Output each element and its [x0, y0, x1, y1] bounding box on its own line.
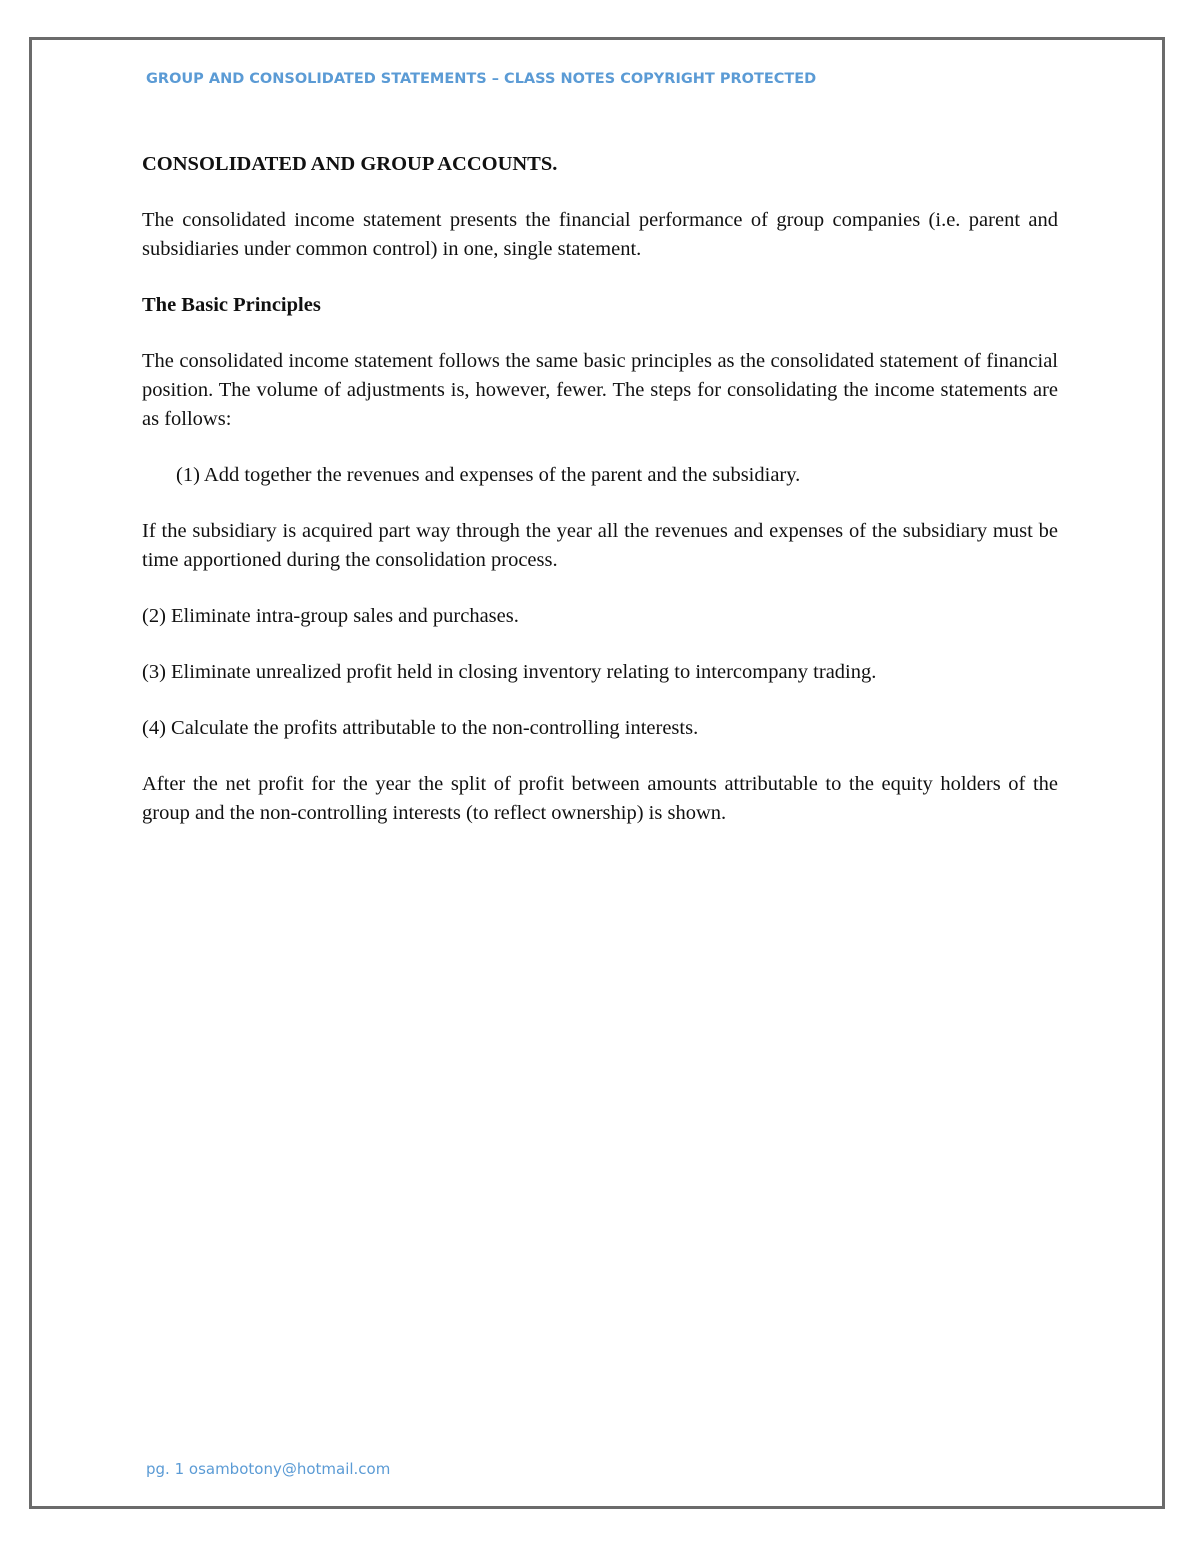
- step-1: (1) Add together the revenues and expenses of the parent and the subsidiary.: [176, 464, 801, 486]
- closing-paragraph: After the net profit for the year the split of profit between amounts attributable to the equity holders of the group and the non-controlling interests (to reflect ownership) is shown.: [142, 773, 1058, 824]
- step-4: (4) Calculate the profits attributable to the non-controlling interests.: [142, 717, 699, 739]
- step-3: (3) Eliminate unrealized profit held in closing inventory relating to intercompany trading.: [142, 661, 877, 683]
- intro-paragraph: The consolidated income statement presents the financial performance of group companies (i.e. parent and subsidiaries under common control) in one, single statement.: [142, 209, 1058, 260]
- principles-intro-paragraph: The consolidated income statement follows the same basic principles as the consolidated statement of financial position. The volume of adjustments is, however, fewer. The steps for consolidating the income statements are as follows:: [142, 350, 1058, 430]
- page-header: GROUP AND CONSOLIDATED STATEMENTS – CLASS NOTES COPYRIGHT PROTECTED: [146, 71, 817, 87]
- document-body: [142, 150, 1058, 855]
- page-footer: pg. 1 osambotony@hotmail.com: [146, 1460, 391, 1478]
- step-1-note: If the subsidiary is acquired part way through the year all the revenues and expenses of the subsidiary must be time apportioned during the consolidation process.: [142, 520, 1058, 571]
- step-2: (2) Eliminate intra-group sales and purchases.: [142, 605, 519, 627]
- section-heading: The Basic Principles: [142, 294, 321, 316]
- document-title: CONSOLIDATED AND GROUP ACCOUNTS.: [142, 153, 558, 175]
